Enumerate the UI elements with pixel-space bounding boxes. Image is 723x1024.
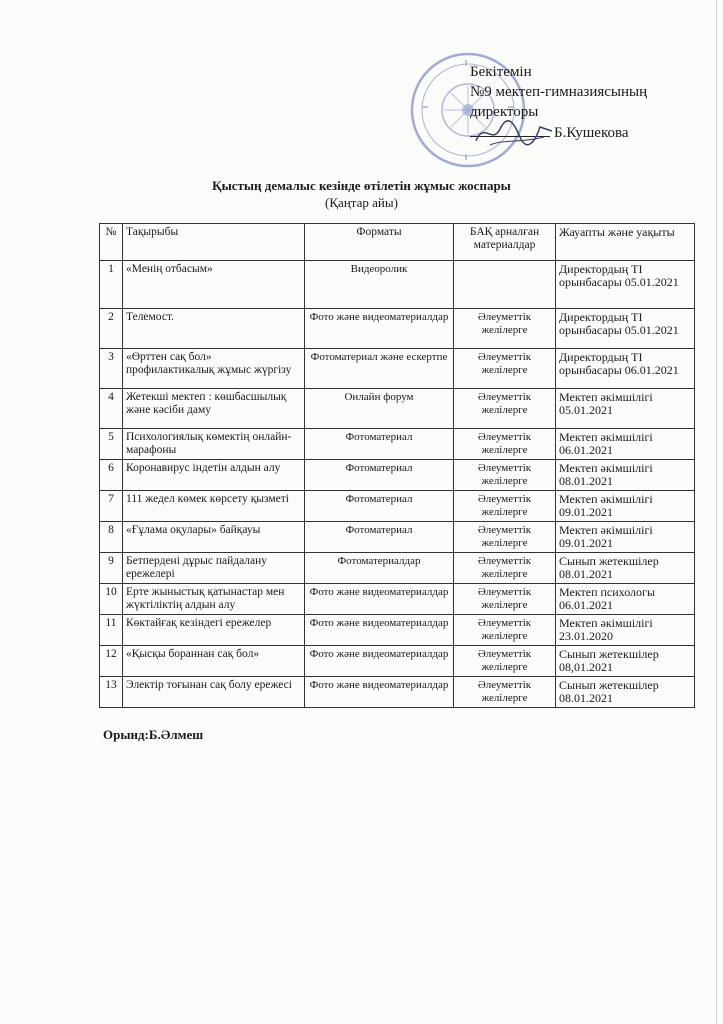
row-format: Фотоматериал және ескертпе <box>305 349 454 389</box>
row-format: Фотоматериалдар <box>305 553 454 584</box>
row-media: Әлеуметтік желілерге <box>454 553 556 584</box>
document-subtitle: (Қаңтар айы) <box>325 195 398 210</box>
director-name: Б.Кушекова <box>554 125 629 141</box>
header-number: № <box>100 224 123 261</box>
row-media: Әлеуметтік желілерге <box>454 522 556 553</box>
row-format: Фотоматериал <box>305 460 454 491</box>
row-responsible: Сынып жетекшілер 08.01.2021 <box>556 553 695 584</box>
table-row <box>100 646 695 677</box>
row-media: Әлеуметтік желілерге <box>454 429 556 460</box>
table-row <box>100 460 695 491</box>
row-topic: Көктайғақ кезіндегі ережелер <box>123 615 305 646</box>
table-row <box>100 261 695 309</box>
approval-line-1: Бекітемін <box>470 64 532 80</box>
row-responsible: Директордың ТІ орынбасары 06.01.2021 <box>556 349 695 389</box>
table-header-row <box>100 224 695 261</box>
table-row <box>100 677 695 708</box>
row-number: 9 <box>100 553 123 584</box>
table-row <box>100 584 695 615</box>
row-number: 8 <box>100 522 123 553</box>
row-number: 6 <box>100 460 123 491</box>
row-topic: Бетпердені дұрыс пайдалану ережелері <box>123 553 305 584</box>
row-format: Видеоролик <box>305 261 454 309</box>
row-media: Әлеуметтік желілерге <box>454 615 556 646</box>
row-topic: 111 жедел көмек көрсету қызметі <box>123 491 305 522</box>
row-media: Әлеуметтік желілерге <box>454 309 556 349</box>
table-row <box>100 349 695 389</box>
approval-line-2: №9 мектеп-гимназиясының <box>470 84 648 100</box>
row-number: 1 <box>100 261 123 309</box>
row-format: Фото және видеоматериалдар <box>305 309 454 349</box>
row-topic: «Менің отбасым» <box>123 261 305 309</box>
row-responsible: Мектеп психологы 06.01.2021 <box>556 584 695 615</box>
table-row <box>100 491 695 522</box>
handwritten-signature <box>470 115 560 151</box>
row-media: Әлеуметтік желілерге <box>454 677 556 708</box>
plan-table <box>99 223 695 708</box>
row-responsible: Мектеп әкімшілігі 08.01.2021 <box>556 460 695 491</box>
header-topic: Тақырыбы <box>123 224 305 261</box>
row-media <box>454 261 556 309</box>
row-format: Фото және видеоматериалдар <box>305 584 454 615</box>
row-number: 2 <box>100 309 123 349</box>
row-responsible: Мектеп әкімшілігі 09.01.2021 <box>556 491 695 522</box>
row-number: 3 <box>100 349 123 389</box>
row-number: 7 <box>100 491 123 522</box>
document-title: Қыстың демалыс кезінде өтілетін жұмыс жоспары <box>212 178 511 193</box>
row-topic: Ерте жыныстық қатынастар мен жүктіліктің алдын алу <box>123 584 305 615</box>
row-number: 12 <box>100 646 123 677</box>
row-topic: «Өрттен сақ бол» профилактикалық жұмыс жүргізу <box>123 349 305 389</box>
row-format: Фото және видеоматериалдар <box>305 615 454 646</box>
row-format: Фотоматериал <box>305 491 454 522</box>
row-format: Фото және видеоматериалдар <box>305 677 454 708</box>
row-number: 10 <box>100 584 123 615</box>
table-row <box>100 309 695 349</box>
row-responsible: Сынып жетекшілер 08,01.2021 <box>556 646 695 677</box>
row-number: 5 <box>100 429 123 460</box>
row-media: Әлеуметтік желілерге <box>454 491 556 522</box>
header-media: БАҚ арналған материалдар <box>454 224 556 261</box>
table-row <box>100 615 695 646</box>
header-responsible: Жауапты және уақыты <box>556 224 695 261</box>
header-format: Форматы <box>305 224 454 261</box>
row-number: 4 <box>100 389 123 429</box>
table-row <box>100 553 695 584</box>
executor-line: Орынд:Б.Әлмеш <box>103 727 204 742</box>
row-responsible: Сынып жетекшілер 08.01.2021 <box>556 677 695 708</box>
row-topic: Электір тоғынан сақ болу ережесі <box>123 677 305 708</box>
table-row <box>100 522 695 553</box>
row-topic: Психологиялық көмектің онлайн-марафоны <box>123 429 305 460</box>
row-responsible: Директордың ТІ орынбасары 05.01.2021 <box>556 261 695 309</box>
row-responsible: Мектеп әкімшілігі 06.01.2021 <box>556 429 695 460</box>
row-topic: Коронавирус індетін алдын алу <box>123 460 305 491</box>
row-responsible: Мектеп әкімшілігі 09.01.2021 <box>556 522 695 553</box>
row-media: Әлеуметтік желілерге <box>454 389 556 429</box>
row-format: Фотоматериал <box>305 522 454 553</box>
row-topic: Жетекші мектеп : көшбасшылық және кәсіби даму <box>123 389 305 429</box>
table-body <box>100 261 695 708</box>
row-format: Фото және видеоматериалдар <box>305 646 454 677</box>
row-media: Әлеуметтік желілерге <box>454 584 556 615</box>
row-media: Әлеуметтік желілерге <box>454 349 556 389</box>
table-row <box>100 389 695 429</box>
page-edge <box>716 0 717 1024</box>
row-responsible: Директордың ТІ орынбасары 05.01.2021 <box>556 309 695 349</box>
row-number: 11 <box>100 615 123 646</box>
row-responsible: Мектеп әкімшілігі 05.01.2021 <box>556 389 695 429</box>
row-number: 13 <box>100 677 123 708</box>
row-responsible: Мектеп әкімшілігі 23.01.2020 <box>556 615 695 646</box>
row-media: Әлеуметтік желілерге <box>454 460 556 491</box>
row-media: Әлеуметтік желілерге <box>454 646 556 677</box>
row-format: Фотоматериал <box>305 429 454 460</box>
approval-line-3: директоры <box>470 104 539 120</box>
row-topic: «Ғұлама оқулары» байқауы <box>123 522 305 553</box>
row-topic: Телемост. <box>123 309 305 349</box>
row-format: Онлайн форум <box>305 389 454 429</box>
table-row <box>100 429 695 460</box>
row-topic: «Қысқы бораннан сақ бол» <box>123 646 305 677</box>
